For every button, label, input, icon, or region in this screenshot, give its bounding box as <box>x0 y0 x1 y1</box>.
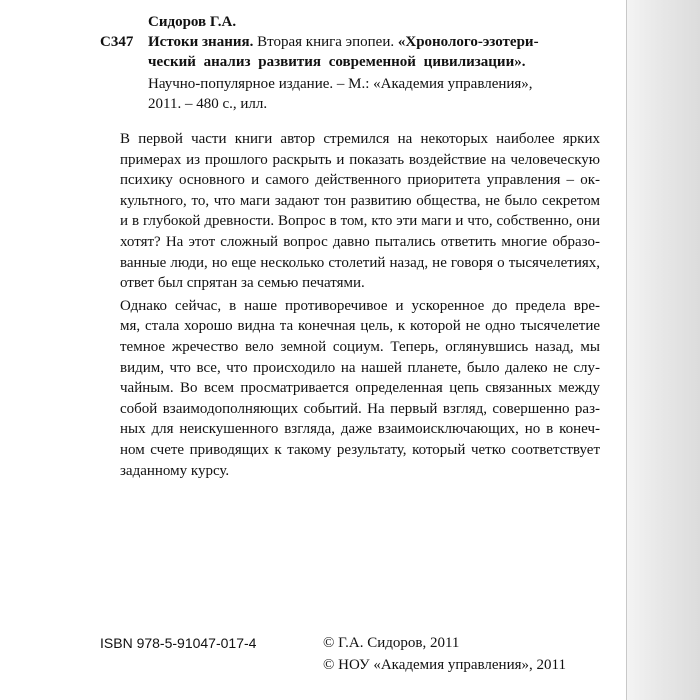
annotation-paragraph-2 <box>100 296 600 481</box>
isbn: ISBN 978-5-91047-017-4 <box>100 635 257 651</box>
text-line: психику основного и самого действенного приоритета управления – ок- <box>120 172 600 189</box>
bib-line-3: Научно-популярное издание. – М.: «Академия управления», <box>148 76 533 92</box>
copyright-block <box>323 632 566 676</box>
text-line: ном счете приводящих к такому результату, который четко соответствует <box>120 441 600 458</box>
annotation-text <box>100 129 600 481</box>
author-name: Сидоров Г.А. <box>148 14 237 30</box>
text-line: и в глубокой древности. Вопрос в том, кто эти маги и что, собственно, они <box>120 213 600 230</box>
bib-line-4: 2011. – 480 с., илл. <box>148 96 268 112</box>
text-line: чайным. Во всем просматривается определенная цепь связанных между <box>120 380 600 397</box>
annotation-paragraph-1 <box>100 129 600 294</box>
book-subtitle: Вторая книга эпопеи. <box>253 34 398 50</box>
text-line: видим, что все, что происходило на нашей планете, было далеко не слу- <box>120 359 600 376</box>
text-line: заданному курсу. <box>120 462 230 479</box>
text-line: ответ был спрятан за семью печатями. <box>120 275 365 292</box>
copyright-publisher: © НОУ «Академия управления», 2011 <box>323 657 566 673</box>
text-line: мя, стала хорошо видна та конечная цель, к которой не одно тысячелетие <box>120 318 600 335</box>
text-line: В первой части книги автор стремился на некоторых наиболее ярких <box>120 131 600 147</box>
text-line: примерах из прошлого раскрыть и показать воздействие на человеческую <box>120 151 600 168</box>
bib-line-1 <box>148 32 539 52</box>
text-line: ванные люди, но еще несколько столетий назад, не говоря о тысячелетиях, <box>120 254 600 271</box>
text-line: ных для неискушенного взгляда, даже взаимоисключающих, но в конеч- <box>120 421 600 438</box>
book-title: Истоки знания. <box>148 34 254 50</box>
copyright-author: © Г.А. Сидоров, 2011 <box>323 635 460 651</box>
page-edge-shadow <box>626 0 700 700</box>
bib-line-2: ческий анализ развития современной цивилизации». <box>148 54 526 70</box>
text-line: Однако сейчас, в наше противоречивое и ускоренное до предела вре- <box>120 297 600 314</box>
book-series-title: «Хронолого-эзотери- <box>397 34 539 50</box>
page-edge-line <box>626 0 627 700</box>
text-line: собой взаимодополняющих событий. На первый взгляд, совершенно раз- <box>120 400 600 417</box>
text-line: культного, то, что маги задают тон развитию общества, не было секретом <box>120 192 600 209</box>
text-line: темное жречество вело земной социум. Теперь, оглянувшись назад, мы <box>120 338 600 355</box>
text-line: хотят? На этот сложный вопрос давно пытались ответить многие образо- <box>120 233 600 250</box>
library-code: С347 <box>100 34 134 50</box>
